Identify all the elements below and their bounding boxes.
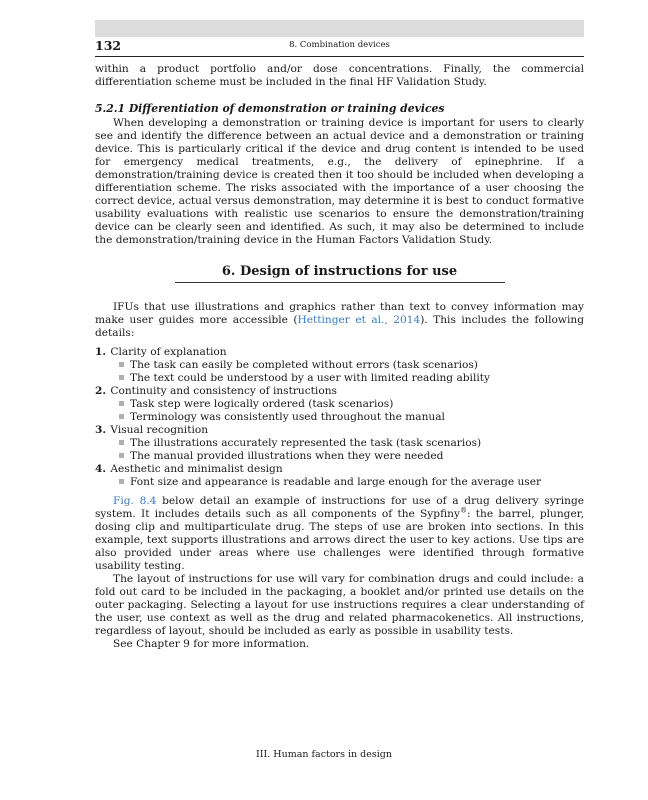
details-item-label: Aesthetic and minimalist design — [110, 463, 283, 475]
details-bullet-text: The task can easily be completed without errors (task scenarios) — [130, 359, 478, 371]
page-body — [95, 63, 584, 651]
details-item-label: Visual recognition — [110, 424, 209, 436]
details-item — [95, 346, 584, 385]
details-bullet-text: Font size and appearance is readable and large enough for the average user — [130, 476, 542, 488]
lead-text: IFUs that use illustrations and graphics rather than text to convey information may make user guides more accessible ( — [95, 301, 584, 326]
header-band — [95, 20, 584, 37]
details-bullet — [119, 398, 584, 411]
bullet-icon — [119, 453, 124, 458]
lead-text-end: ). This includes the following details: — [95, 314, 584, 339]
subsection-paragraph: When developing a demonstration or training device is important for users to clearly see and identify the difference between an actual device and a demonstration or training device. This is particularly critical if the device and drug content is intended to be used for emergency medical treatments, e.g., the delivery of epinephrine. If a demonstration/training device is created then it too should be included when developing a differentiation scheme. The risks associated with the importance of a user choosing the correct device, actual versus demonstration, may determine it is best to conduct formative usability evaluations with realistic use scenarios to ensure the demonstration/training device can be clearly seen and identified. As such, it may also be determined to include the demonstration/training device in the Human Factors Validation Study. — [95, 117, 584, 246]
details-sublist — [95, 398, 584, 424]
header-rule — [95, 56, 584, 57]
details-bullet — [119, 450, 584, 463]
citation-link[interactable]: Hettinger et al., 2014 — [297, 314, 421, 326]
figure-paragraph — [95, 495, 584, 573]
page-number: 132 — [95, 38, 122, 53]
details-bullet — [119, 476, 584, 489]
details-item-number: 2. — [95, 385, 107, 397]
details-bullet — [119, 372, 584, 385]
bullet-icon — [119, 479, 124, 484]
page-header — [95, 38, 584, 54]
details-item-label: Continuity and consistency of instructions — [110, 385, 337, 397]
details-item-number: 1. — [95, 346, 107, 358]
details-sublist — [95, 359, 584, 385]
intro-paragraph: within a product portfolio and/or dose concentrations. Finally, the commercial differentiation scheme must be included in the final HF Validation Study. — [95, 63, 584, 88]
details-item-number: 3. — [95, 424, 107, 436]
details-item — [95, 385, 584, 424]
subsection-title: 5.2.1 Differentiation of demonstration or training devices — [95, 102, 445, 115]
details-bullet — [119, 437, 584, 450]
bullet-icon — [119, 401, 124, 406]
details-sublist — [95, 437, 584, 463]
figure-text-end: : the barrel, plunger, dosing clip and multiparticulate drug. The steps of use are broken into sections. In this example, text supports illustrations and arrows direct the user to key actions. Use tips are also provided under areas where use challenges were identified through formative usability testing. — [95, 508, 585, 572]
details-bullet-text: Terminology was consistently used throughout the manual — [130, 411, 445, 423]
see-chapter-paragraph: See Chapter 9 for more information. — [113, 638, 310, 650]
registered-mark: ® — [459, 506, 467, 515]
details-bullet — [119, 359, 584, 372]
details-bullet — [119, 411, 584, 424]
page-footer: III. Human factors in design — [256, 749, 392, 760]
bullet-icon — [119, 375, 124, 380]
details-item — [95, 463, 584, 489]
figure-link[interactable]: Fig. 8.4 — [113, 495, 157, 507]
figure-text: below detail an example of instructions for use of a drug delivery syringe system. It includes details such as all components of the Sypfiny — [95, 495, 585, 520]
details-sublist — [95, 476, 584, 489]
details-item-number: 4. — [95, 463, 107, 475]
bullet-icon — [119, 414, 124, 419]
details-item — [95, 424, 584, 463]
details-list — [95, 346, 584, 489]
bullet-icon — [119, 440, 124, 445]
details-bullet-text: Task step were logically ordered (task scenarios) — [130, 398, 394, 410]
section-lead-paragraph — [95, 301, 584, 340]
details-bullet-text: The manual provided illustrations when they were needed — [130, 450, 444, 462]
details-item-label: Clarity of explanation — [110, 346, 227, 358]
section-title: 6. Design of instructions for use — [221, 264, 458, 279]
running-head: 8. Combination devices — [289, 40, 390, 50]
bullet-icon — [119, 362, 124, 367]
section-rule — [175, 282, 505, 283]
details-bullet-text: The illustrations accurately represented the task (task scenarios) — [130, 437, 482, 449]
layout-paragraph: The layout of instructions for use will vary for combination drugs and could include: a fold out card to be included in the packaging, a booklet and/or printed use details on the outer packaging. Selecting a layout for use instructions requires a clear understanding of the user, use context as well as the drug and related pharmacokenetics. All instructions, regardless of layout, should be included as early as possible in usability tests. — [95, 573, 584, 637]
details-bullet-text: The text could be understood by a user with limited reading ability — [130, 372, 490, 384]
